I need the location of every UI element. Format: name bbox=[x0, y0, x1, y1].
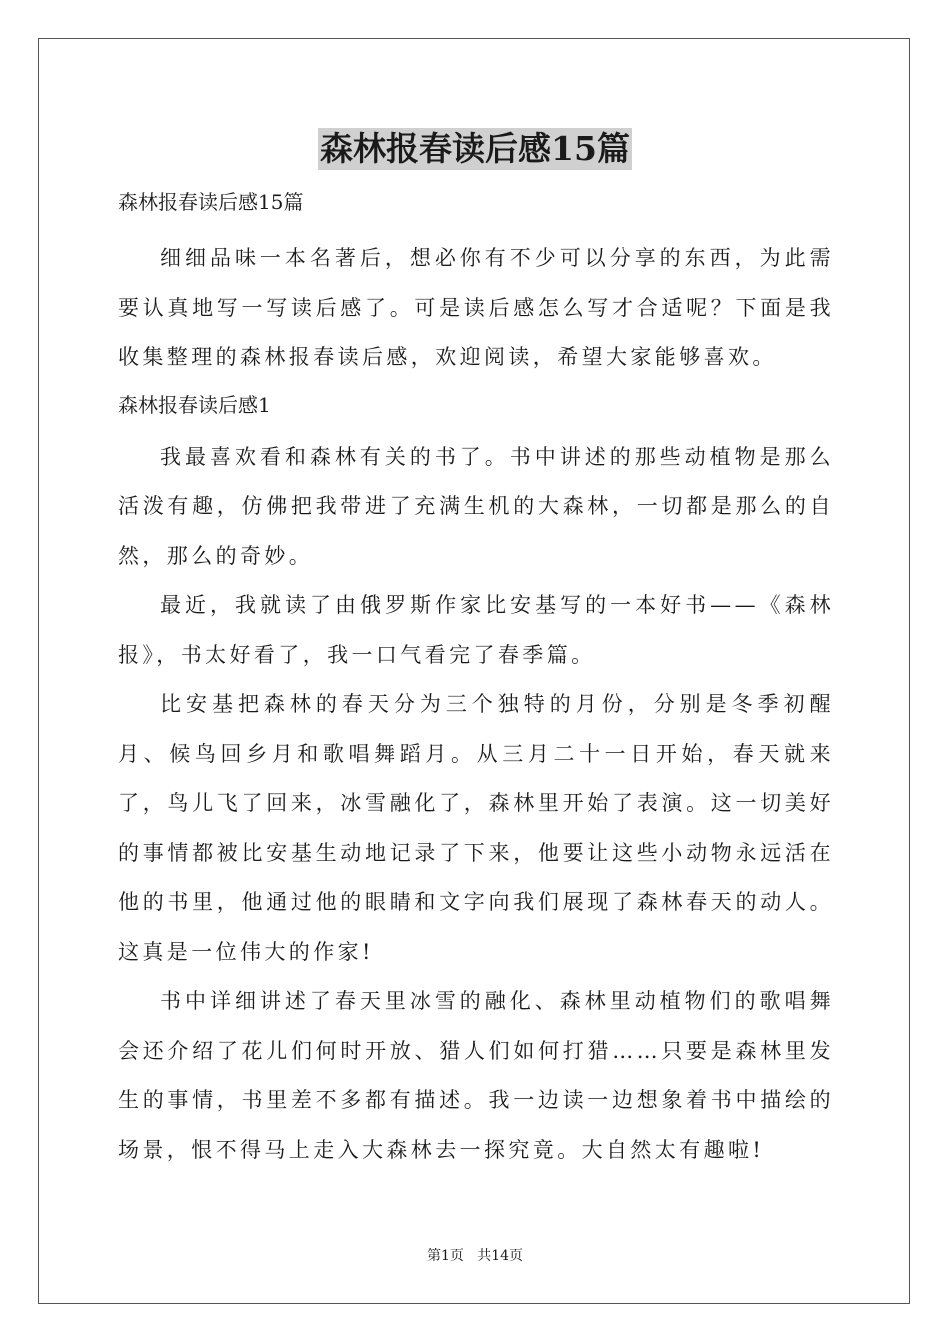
document-body bbox=[118, 182, 834, 1175]
title-container bbox=[0, 128, 950, 170]
intro-paragraph: 细细品味一本名著后，想必你有不少可以分享的东西，为此需要认真地写一写读后感了。可是读后感怎么写才合适呢？下面是我收集整理的森林报春读后感，欢迎阅读，希望大家能够喜欢。 bbox=[118, 246, 834, 369]
section-heading: 森林报春读后感1 bbox=[118, 392, 271, 417]
document-subtitle: 森林报春读后感15篇 bbox=[118, 190, 304, 214]
page-footer: 第1页 共14页 bbox=[426, 1248, 524, 1264]
body-paragraph-3: 比安基把森林的春天分为三个独特的月份，分别是冬季初醒月、候鸟回乡月和歌唱舞蹈月。从三月二十一日开始，春天就来了，鸟儿飞了回来，冰雪融化了，森林里开始了表演。这一切美好的事情都被比安基生动地记录了下来，他要让这些小动物永远活在他的书里，他通过他的眼睛和文字向我们展现了森林春天的动人。这真是一位伟大的作家! bbox=[118, 692, 834, 964]
body-paragraph-4: 书中详细讲述了春天里冰雪的融化、森林里动植物们的歌唱舞会还介绍了花儿们何时开放、猎人们如何打猎……只要是森林里发生的事情，书里差不多都有描述。我一边读一边想象着书中描绘的场景，恨不得马上走入大森林去一探究竟。大自然太有趣啦! bbox=[118, 989, 834, 1162]
body-paragraph-2: 最近，我就读了由俄罗斯作家比安基写的一本好书——《森林报》，书太好看了，我一口气看完了春季篇。 bbox=[118, 593, 834, 667]
document-title: 森林报春读后感15篇 bbox=[320, 129, 630, 168]
body-paragraph-1: 我最喜欢看和森林有关的书了。书中讲述的那些动植物是那么活泼有趣，仿佛把我带进了充满生机的大森林，一切都是那么的自然，那么的奇妙。 bbox=[118, 444, 834, 568]
